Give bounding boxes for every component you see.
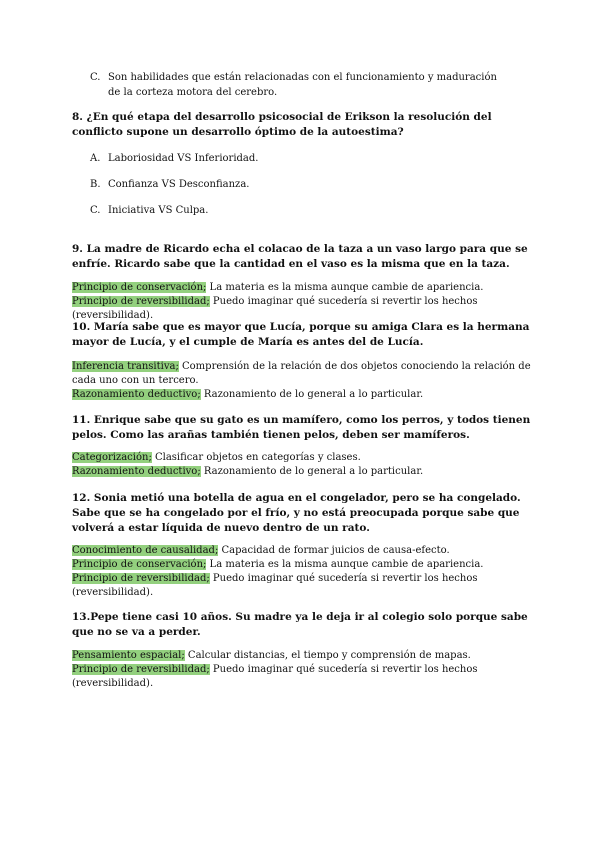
question-11: 11. Enrique sabe que su gato es un mamífero, como los perros, y todos tienen pelos. Como las arañas también tienen pelos, deben ser mamíferos. xyxy=(72,414,531,441)
answer-term: Principio de reversibilidad; xyxy=(72,664,210,675)
answer-term: Pensamiento espacial; xyxy=(72,650,185,661)
answer-line xyxy=(72,281,532,295)
answer-term: Inferencia transitiva; xyxy=(72,361,179,372)
option-text: Laboriosidad VS Inferioridad. xyxy=(108,153,259,164)
option-letter: B. xyxy=(90,179,101,190)
answer-line xyxy=(72,465,532,479)
answer-line xyxy=(72,663,532,691)
q13-answers xyxy=(72,649,532,691)
answer-description: Puedo imaginar qué sucedería si revertir los hechos (reversibilidad). xyxy=(72,573,478,598)
option-letter: A. xyxy=(90,153,101,164)
option-letter: C. xyxy=(90,205,101,216)
answer-line xyxy=(72,360,532,388)
question-12: 12. Sonia metió una botella de agua en el congelador, pero se ha congelado. Sabe que se ha congelado por el frío, y no está preocupada porque sabe que volverá a estar líquida de nuevo dentro de un rato. xyxy=(72,492,521,534)
answer-description: Razonamiento de lo general a lo particular. xyxy=(200,389,424,400)
answer-line xyxy=(72,295,532,323)
option-text: Iniciativa VS Culpa. xyxy=(108,205,209,216)
answer-term: Razonamiento deductivo; xyxy=(72,389,201,400)
q12-answers xyxy=(72,544,532,600)
answer-term: Razonamiento deductivo; xyxy=(72,466,201,477)
q8-option-a xyxy=(90,151,258,166)
option-text: Son habilidades que están relacionadas con el funcionamiento y maduración de la corteza motora del cerebro. xyxy=(108,72,497,98)
option-letter: C. xyxy=(90,72,101,83)
answer-line xyxy=(72,558,532,572)
answer-description: Comprensión de la relación de dos objetos conociendo la relación de cada uno con un tercero. xyxy=(72,361,531,386)
answer-line xyxy=(72,388,532,402)
answer-description: Puedo imaginar qué sucedería si revertir los hechos (reversibilidad). xyxy=(72,296,478,321)
answer-description: Clasificar objetos en categorías y clases. xyxy=(151,452,361,463)
answer-term: Conocimiento de causalidad; xyxy=(72,545,219,556)
answer-term: Principio de reversibilidad; xyxy=(72,573,210,584)
answer-description: Puedo imaginar qué sucedería si revertir los hechos (reversibilidad). xyxy=(72,664,478,689)
answer-term: Principio de reversibilidad; xyxy=(72,296,210,307)
option-text: Confianza VS Desconfianza. xyxy=(108,179,250,190)
answer-term: Principio de conservación; xyxy=(72,282,207,293)
question-13: 13.Pepe tiene casi 10 años. Su madre ya le deja ir al colegio solo porque sabe que no se va a perder. xyxy=(72,611,528,638)
q8-option-b xyxy=(90,177,249,192)
q10-answers xyxy=(72,360,532,402)
answer-term: Principio de conservación; xyxy=(72,559,207,570)
question-8: 8. ¿En qué etapa del desarrollo psicosocial de Erikson la resolución del conflicto supone un desarrollo óptimo de la autoestima? xyxy=(72,111,492,138)
q11-answers xyxy=(72,451,532,479)
answer-line xyxy=(72,451,532,465)
q9-answers xyxy=(72,281,532,323)
answer-description: Calcular distancias, el tiempo y comprensión de mapas. xyxy=(184,650,471,661)
q8-option-c xyxy=(90,203,208,218)
answer-description: La materia es la misma aunque cambie de apariencia. xyxy=(206,559,484,570)
answer-line xyxy=(72,572,532,600)
question-10: 10. María sabe que es mayor que Lucía, porque su amiga Clara es la hermana mayor de Lucía, y el cumple de María es antes del de Lucía. xyxy=(72,321,530,348)
answer-description: La materia es la misma aunque cambie de apariencia. xyxy=(206,282,484,293)
answer-description: Capacidad de formar juicios de causa-efecto. xyxy=(218,545,450,556)
answer-line xyxy=(72,544,532,558)
q7-option-c xyxy=(90,70,498,100)
answer-term: Categorización; xyxy=(72,452,152,463)
answer-description: Razonamiento de lo general a lo particular. xyxy=(200,466,424,477)
question-9: 9. La madre de Ricardo echa el colacao de la taza a un vaso largo para que se enfríe. Ricardo sabe que la cantidad en el vaso es la misma que en la taza. xyxy=(72,243,528,270)
answer-line xyxy=(72,649,532,663)
